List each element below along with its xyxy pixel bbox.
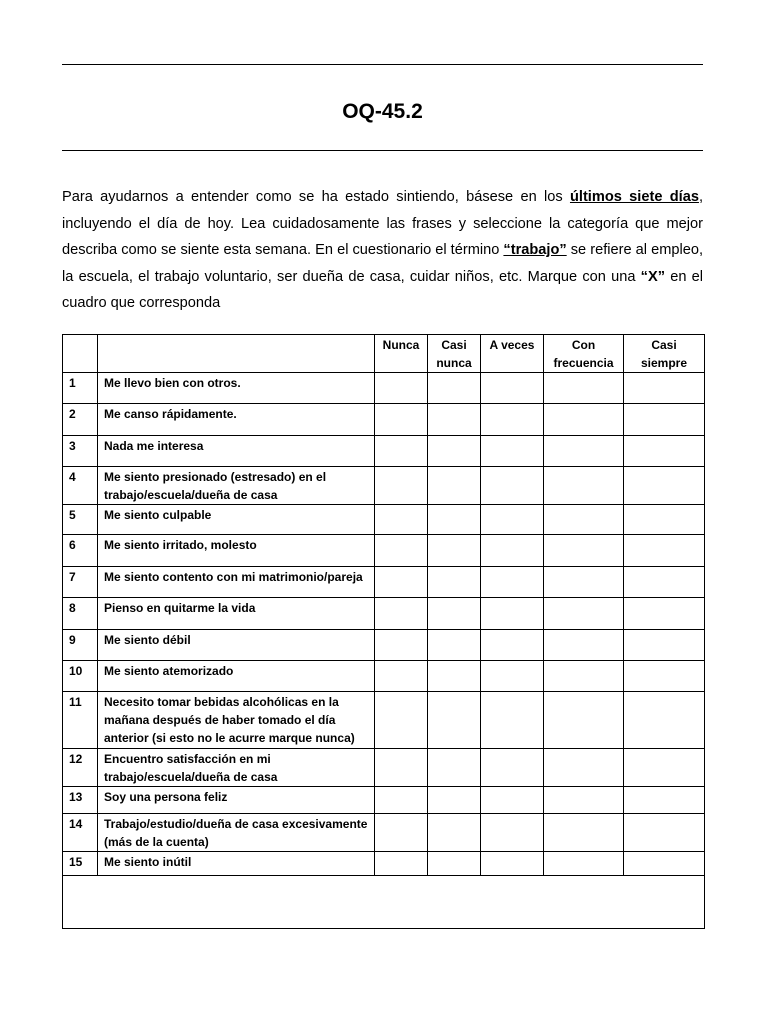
answer-box-con-frecuencia[interactable] [544, 630, 624, 661]
top-divider [62, 64, 703, 65]
item-statement [98, 373, 375, 404]
answer-box-nunca[interactable] [375, 467, 428, 505]
answer-box-casi-nunca[interactable] [428, 505, 481, 535]
instructions-emphasis-trabajo: “trabajo” [503, 242, 567, 258]
item-statement-line: Me siento contento con mi matrimonio/pareja [104, 570, 363, 584]
answer-box-nunca[interactable] [375, 692, 428, 749]
answer-box-con-frecuencia[interactable] [544, 373, 624, 404]
item-statement [98, 535, 375, 567]
header-blank-num [63, 335, 98, 373]
answer-box-casi-siempre[interactable] [624, 598, 705, 630]
answer-box-casi-nunca[interactable] [428, 598, 481, 630]
answer-box-a-veces[interactable] [481, 535, 544, 567]
answer-box-casi-siempre[interactable] [624, 852, 705, 876]
column-header-nunca [375, 335, 428, 373]
answer-box-a-veces[interactable] [481, 852, 544, 876]
table-row [63, 630, 705, 661]
table-row [63, 598, 705, 630]
answer-box-con-frecuencia[interactable] [544, 567, 624, 598]
column-header-con-frecuencia [544, 335, 624, 373]
answer-box-nunca[interactable] [375, 787, 428, 814]
instructions-text-3: se refiere al empleo, la escuela, el trabajo voluntario, ser dueña de casa, cuidar niños, etc. Marque con una [62, 242, 703, 285]
answer-box-nunca[interactable] [375, 814, 428, 852]
item-statement-line: trabajo/escuela/dueña de casa [104, 488, 278, 502]
column-header-line: frecuencia [553, 356, 614, 370]
answer-box-a-veces[interactable] [481, 787, 544, 814]
answer-box-casi-siempre[interactable] [624, 661, 705, 692]
answer-box-casi-nunca[interactable] [428, 567, 481, 598]
table-row [63, 567, 705, 598]
instructions-emphasis-x: “X” [640, 268, 665, 285]
table-row [63, 467, 705, 505]
answer-box-a-veces[interactable] [481, 505, 544, 535]
column-header-line: Casi [441, 338, 467, 352]
answer-box-casi-siempre[interactable] [624, 535, 705, 567]
answer-box-a-veces[interactable] [481, 598, 544, 630]
document-title: OQ-45.2 [342, 100, 423, 123]
item-statement [98, 467, 375, 505]
answer-box-a-veces[interactable] [481, 567, 544, 598]
title-divider [62, 150, 703, 151]
item-statement [98, 692, 375, 749]
answer-box-casi-nunca[interactable] [428, 749, 481, 787]
header-blank-item [98, 335, 375, 373]
table-row [63, 373, 705, 404]
answer-box-a-veces[interactable] [481, 467, 544, 505]
answer-box-casi-nunca[interactable] [428, 814, 481, 852]
answer-box-a-veces[interactable] [481, 692, 544, 749]
item-number: 14 [63, 814, 98, 852]
item-statement [98, 598, 375, 630]
answer-box-nunca[interactable] [375, 505, 428, 535]
answer-box-con-frecuencia[interactable] [544, 467, 624, 505]
answer-box-casi-nunca[interactable] [428, 661, 481, 692]
item-statement-line: Me siento inútil [104, 855, 192, 869]
answer-box-casi-nunca[interactable] [428, 630, 481, 661]
item-number: 11 [63, 692, 98, 749]
answer-box-nunca[interactable] [375, 852, 428, 876]
item-statement-line: mañana después de haber tomado el día [104, 713, 336, 727]
item-statement [98, 567, 375, 598]
item-number: 6 [63, 535, 98, 567]
table-row [63, 535, 705, 567]
column-header-casi-nunca [428, 335, 481, 373]
answer-box-casi-nunca[interactable] [428, 692, 481, 749]
item-statement-line: Nada me interesa [104, 439, 204, 453]
table-row [63, 505, 705, 535]
item-number: 9 [63, 630, 98, 661]
item-number: 10 [63, 661, 98, 692]
answer-box-casi-siempre[interactable] [624, 404, 705, 436]
item-statement-line: Me siento irritado, molesto [104, 538, 257, 552]
answer-box-nunca[interactable] [375, 436, 428, 467]
item-statement-line: Pienso en quitarme la vida [104, 601, 256, 615]
column-header-a-veces [481, 335, 544, 373]
answer-box-casi-siempre[interactable] [624, 373, 705, 404]
column-header-casi-siempre [624, 335, 705, 373]
instructions-text-2: , incluyendo el día de hoy. Lea cuidadosamente las frases y seleccione la categoría que mejor describa como se siente esta semana. En el cuestionario el término [62, 189, 704, 258]
answer-box-nunca[interactable] [375, 661, 428, 692]
answer-box-casi-nunca[interactable] [428, 787, 481, 814]
answer-box-casi-siempre[interactable] [624, 467, 705, 505]
answer-box-casi-siempre[interactable] [624, 749, 705, 787]
answer-box-casi-siempre[interactable] [624, 567, 705, 598]
item-statement [98, 787, 375, 814]
answer-box-con-frecuencia[interactable] [544, 749, 624, 787]
item-statement [98, 630, 375, 661]
item-statement-line: Necesito tomar bebidas alcohólicas en la [104, 695, 339, 709]
item-number: 5 [63, 505, 98, 535]
answer-box-con-frecuencia[interactable] [544, 598, 624, 630]
answer-box-a-veces[interactable] [481, 373, 544, 404]
item-statement [98, 436, 375, 467]
column-header-line: nunca [436, 356, 472, 370]
answer-box-nunca[interactable] [375, 404, 428, 436]
item-number: 4 [63, 467, 98, 505]
table-row [63, 749, 705, 787]
answer-box-con-frecuencia[interactable] [544, 692, 624, 749]
table-row [63, 692, 705, 749]
item-statement-line: Me siento presionado (estresado) en el [104, 470, 327, 484]
footer-blank-area [63, 876, 705, 929]
item-number: 13 [63, 787, 98, 814]
answer-box-casi-nunca[interactable] [428, 535, 481, 567]
item-number: 15 [63, 852, 98, 876]
item-statement [98, 749, 375, 787]
answer-box-casi-nunca[interactable] [428, 436, 481, 467]
item-statement [98, 852, 375, 876]
table-row [63, 852, 705, 876]
answer-box-a-veces[interactable] [481, 661, 544, 692]
item-statement-line: Encuentro satisfacción en mi [104, 752, 271, 766]
answer-box-con-frecuencia[interactable] [544, 505, 624, 535]
answer-box-casi-siempre[interactable] [624, 505, 705, 535]
table-row [63, 404, 705, 436]
instructions-text-4: en el cuadro que corresponda [62, 268, 704, 311]
answer-box-con-frecuencia[interactable] [544, 661, 624, 692]
instructions-paragraph [62, 184, 703, 317]
answer-box-con-frecuencia[interactable] [544, 852, 624, 876]
answer-box-casi-nunca[interactable] [428, 373, 481, 404]
item-statement [98, 505, 375, 535]
item-statement [98, 404, 375, 436]
column-header-line: Con [571, 338, 596, 352]
column-header-line: siempre [640, 356, 688, 370]
item-statement [98, 814, 375, 852]
item-number: 7 [63, 567, 98, 598]
answer-box-a-veces[interactable] [481, 630, 544, 661]
instructions-emphasis-days: últimos siete días [569, 189, 699, 205]
answer-box-a-veces[interactable] [481, 749, 544, 787]
header-row [63, 335, 705, 373]
answer-box-con-frecuencia[interactable] [544, 436, 624, 467]
item-statement-line: Me canso rápidamente. [104, 407, 237, 421]
item-number: 8 [63, 598, 98, 630]
answer-box-a-veces[interactable] [481, 436, 544, 467]
questionnaire-table [62, 334, 705, 929]
answer-box-casi-siempre[interactable] [624, 630, 705, 661]
answer-box-nunca[interactable] [375, 373, 428, 404]
footer-row [63, 876, 705, 929]
answer-box-con-frecuencia[interactable] [544, 814, 624, 852]
item-statement-line: Me siento culpable [104, 508, 212, 522]
item-number: 12 [63, 749, 98, 787]
item-number: 1 [63, 373, 98, 404]
item-number: 2 [63, 404, 98, 436]
answer-box-nunca[interactable] [375, 567, 428, 598]
column-header-line: Nunca [382, 338, 420, 352]
answer-box-casi-siempre[interactable] [624, 692, 705, 749]
table-row [63, 787, 705, 814]
item-statement-line: Trabajo/estudio/dueña de casa excesivamente [104, 817, 368, 831]
item-statement-line: (más de la cuenta) [104, 835, 209, 849]
answer-box-casi-siempre[interactable] [624, 436, 705, 467]
item-statement-line: Me siento atemorizado [104, 664, 234, 678]
answer-box-a-veces[interactable] [481, 814, 544, 852]
item-statement-line: Me llevo bien con otros. [104, 376, 241, 390]
item-statement-line: trabajo/escuela/dueña de casa [104, 770, 278, 784]
item-statement [98, 661, 375, 692]
item-statement-line: Soy una persona feliz [104, 790, 228, 804]
table-row [63, 661, 705, 692]
answer-box-nunca[interactable] [375, 535, 428, 567]
answer-box-con-frecuencia[interactable] [544, 535, 624, 567]
answer-box-nunca[interactable] [375, 630, 428, 661]
table-row [63, 436, 705, 467]
answer-box-con-frecuencia[interactable] [544, 787, 624, 814]
answer-box-con-frecuencia[interactable] [544, 404, 624, 436]
answer-box-nunca[interactable] [375, 598, 428, 630]
item-statement-line: anterior (si esto no le acurre marque nunca) [104, 731, 355, 745]
item-statement-line: Me siento débil [104, 633, 191, 647]
answer-box-casi-nunca[interactable] [428, 852, 481, 876]
table-row [63, 814, 705, 852]
answer-box-casi-siempre[interactable] [624, 814, 705, 852]
answer-box-casi-siempre[interactable] [624, 787, 705, 814]
column-header-line: A veces [489, 338, 535, 352]
answer-box-a-veces[interactable] [481, 404, 544, 436]
item-number: 3 [63, 436, 98, 467]
column-header-line: Casi [651, 338, 677, 352]
answer-box-nunca[interactable] [375, 749, 428, 787]
instructions-text-1: Para ayudarnos a entender como se ha estado sintiendo, básese en los [62, 189, 570, 205]
answer-box-casi-nunca[interactable] [428, 404, 481, 436]
answer-box-casi-nunca[interactable] [428, 467, 481, 505]
